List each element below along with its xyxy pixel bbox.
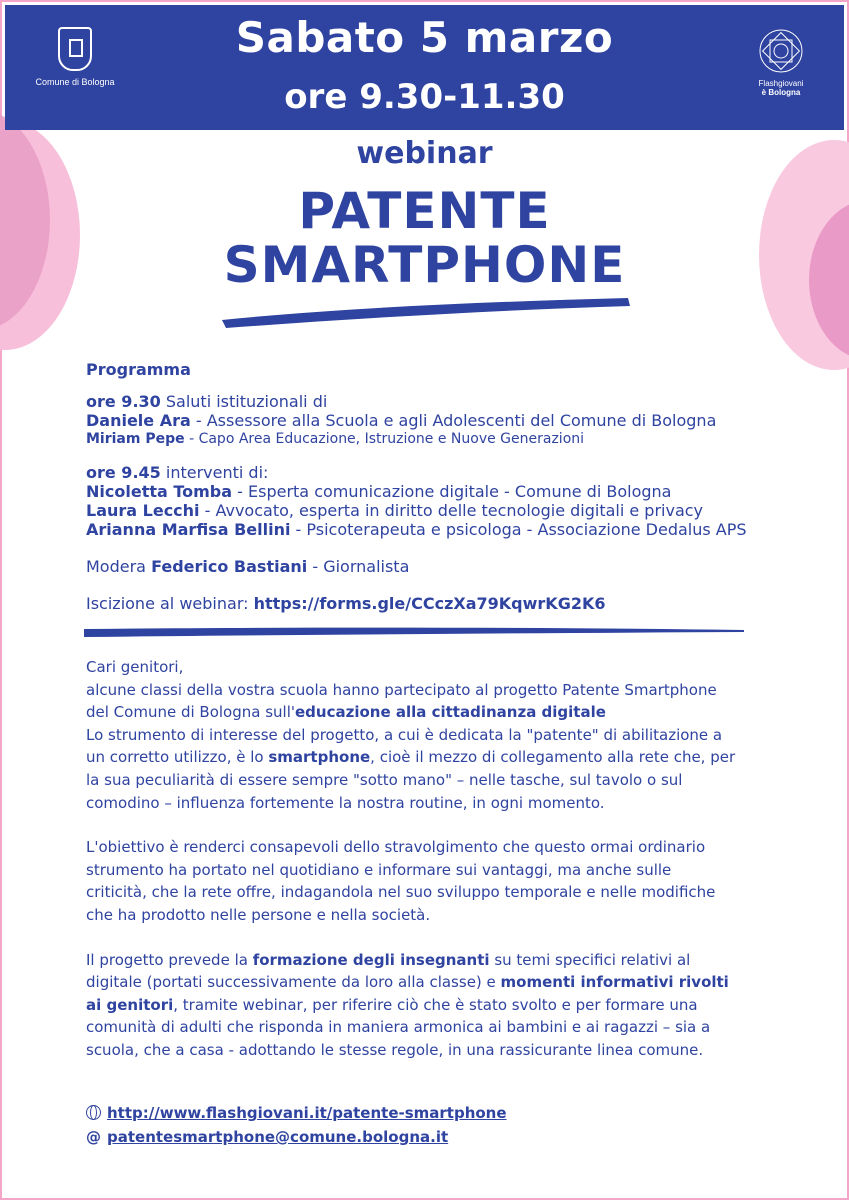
time-slot-2-text: interventi di:	[160, 463, 269, 482]
website-link[interactable]: http://www.flashgiovani.it/patente-smartphone	[107, 1104, 507, 1122]
title-line-1: PATENTE	[298, 182, 551, 240]
speaker-role: - Avvocato, esperta in diritto delle tecnologie digitali e privacy	[199, 501, 704, 520]
letter-line: che ha prodotto nelle persone e nella società.	[86, 905, 431, 924]
letter-emphasis: formazione degli insegnanti	[252, 950, 490, 969]
speaker-role: - Assessore alla Scuola e agli Adolescenti del Comune di Bologna	[190, 411, 717, 430]
letter-line: scuola, che a casa - adottando le stesse regole, in una rassicurante linea comune.	[86, 1040, 704, 1059]
header-banner	[5, 5, 844, 130]
email-link[interactable]: patentesmartphone@comune.bologna.it	[107, 1128, 449, 1146]
registration-label: Iscizione al webinar:	[86, 594, 254, 613]
title-line-2: SMARTPHONE	[223, 236, 626, 294]
brush-stroke-divider	[220, 296, 632, 330]
registration-link[interactable]: https://forms.gle/CCczXa79KqwrKG2K6	[253, 594, 606, 613]
event-type: webinar	[356, 136, 493, 171]
letter-emphasis: smartphone	[268, 748, 371, 767]
letter-emphasis: momenti informativi rivolti	[500, 973, 729, 992]
moderator-role: - Giornalista	[307, 557, 410, 576]
time-slot-1: ore 9.30	[86, 392, 161, 411]
speaker-name: Daniele Ara	[86, 411, 191, 430]
speaker-name: Laura Lecchi	[86, 501, 200, 520]
speaker-role: - Psicoterapeuta e psicologa - Associazione Dedalus APS	[290, 520, 747, 539]
letter-line: strumento ha portato nel quotidiano e informare sui vantaggi, ma anche sulle	[86, 860, 672, 879]
moderator-name: Federico Bastiani	[151, 557, 308, 576]
event-time: ore 9.30-11.30	[284, 77, 565, 117]
flashgiovani-logo	[746, 27, 816, 97]
speaker-name: Nicoletta Tomba	[86, 482, 233, 501]
globe-icon	[86, 1105, 101, 1120]
programme-section	[86, 360, 786, 613]
letter-line: un corretto utilizzo, è lo	[86, 748, 269, 767]
letter-line: L'obiettivo è renderci consapevoli dello stravolgimento che questo ormai ordinario	[86, 838, 706, 857]
letter-line: Il progetto prevede la	[86, 950, 253, 969]
letter-line: la sua peculiarità di essere sempre "sotto mano" – nelle tasche, sul tavolo o sul	[86, 770, 683, 789]
time-slot-1-text: Saluti istituzionali di	[160, 392, 328, 411]
logo-right-caption-bold: è Bologna	[761, 88, 801, 97]
letter-line: alcune classi della vostra scuola hanno partecipato al progetto Patente Smartphone	[86, 680, 717, 699]
event-date: Sabato 5 marzo	[235, 13, 614, 62]
brush-stroke-divider-2	[84, 624, 746, 638]
speaker-name: Miriam Pepe	[86, 431, 185, 447]
flashgiovani-emblem-icon	[757, 27, 805, 75]
speaker-name: Arianna Marfisa Bellini	[86, 520, 291, 539]
letter-line: Cari genitori,	[86, 658, 184, 676]
letter-line: criticità, che la rete offre, indagandola nel suo sviluppo temporale e nelle modifiche	[86, 883, 716, 902]
letter-line: su temi specifici relativi al	[489, 950, 691, 969]
time-slot-2: ore 9.45	[86, 463, 161, 482]
event-title	[0, 184, 849, 292]
programme-heading: Programma	[86, 360, 191, 379]
letter-body	[86, 656, 776, 1062]
letter-line: comunità di adulti che risponda in maniera armonica ai bambini e ai ragazzi – sia a	[86, 1018, 711, 1037]
contact-links	[86, 1101, 507, 1149]
speaker-role: - Capo Area Educazione, Istruzione e Nuove Generazioni	[184, 431, 585, 447]
logo-right-caption: Flashgiovani	[758, 79, 804, 88]
letter-emphasis: ai genitori	[86, 995, 174, 1014]
letter-line: , cioè il mezzo di collegamento alla rete che, per	[370, 748, 736, 767]
letter-line: , tramite webinar, per riferire ciò che è stato svolto e per formare una	[173, 995, 698, 1014]
letter-line: del Comune di Bologna sull'	[86, 703, 295, 722]
letter-line: digitale (portati successivamente da loro alla classe) e	[86, 973, 501, 992]
logo-left-caption: Comune di Bologna	[35, 77, 115, 87]
letter-emphasis: educazione alla cittadinanza digitale	[295, 703, 606, 722]
moderator-prefix: Modera	[86, 557, 152, 576]
letter-line: Lo strumento di interesse del progetto, a cui è dedicata la "patente" di abilitazione a	[86, 725, 723, 744]
letter-line: comodino – influenza fortemente la nostra routine, in ogni momento.	[86, 793, 605, 812]
at-sign-icon: @	[86, 1128, 101, 1146]
speaker-role: - Esperta comunicazione digitale - Comune di Bologna	[232, 482, 672, 501]
